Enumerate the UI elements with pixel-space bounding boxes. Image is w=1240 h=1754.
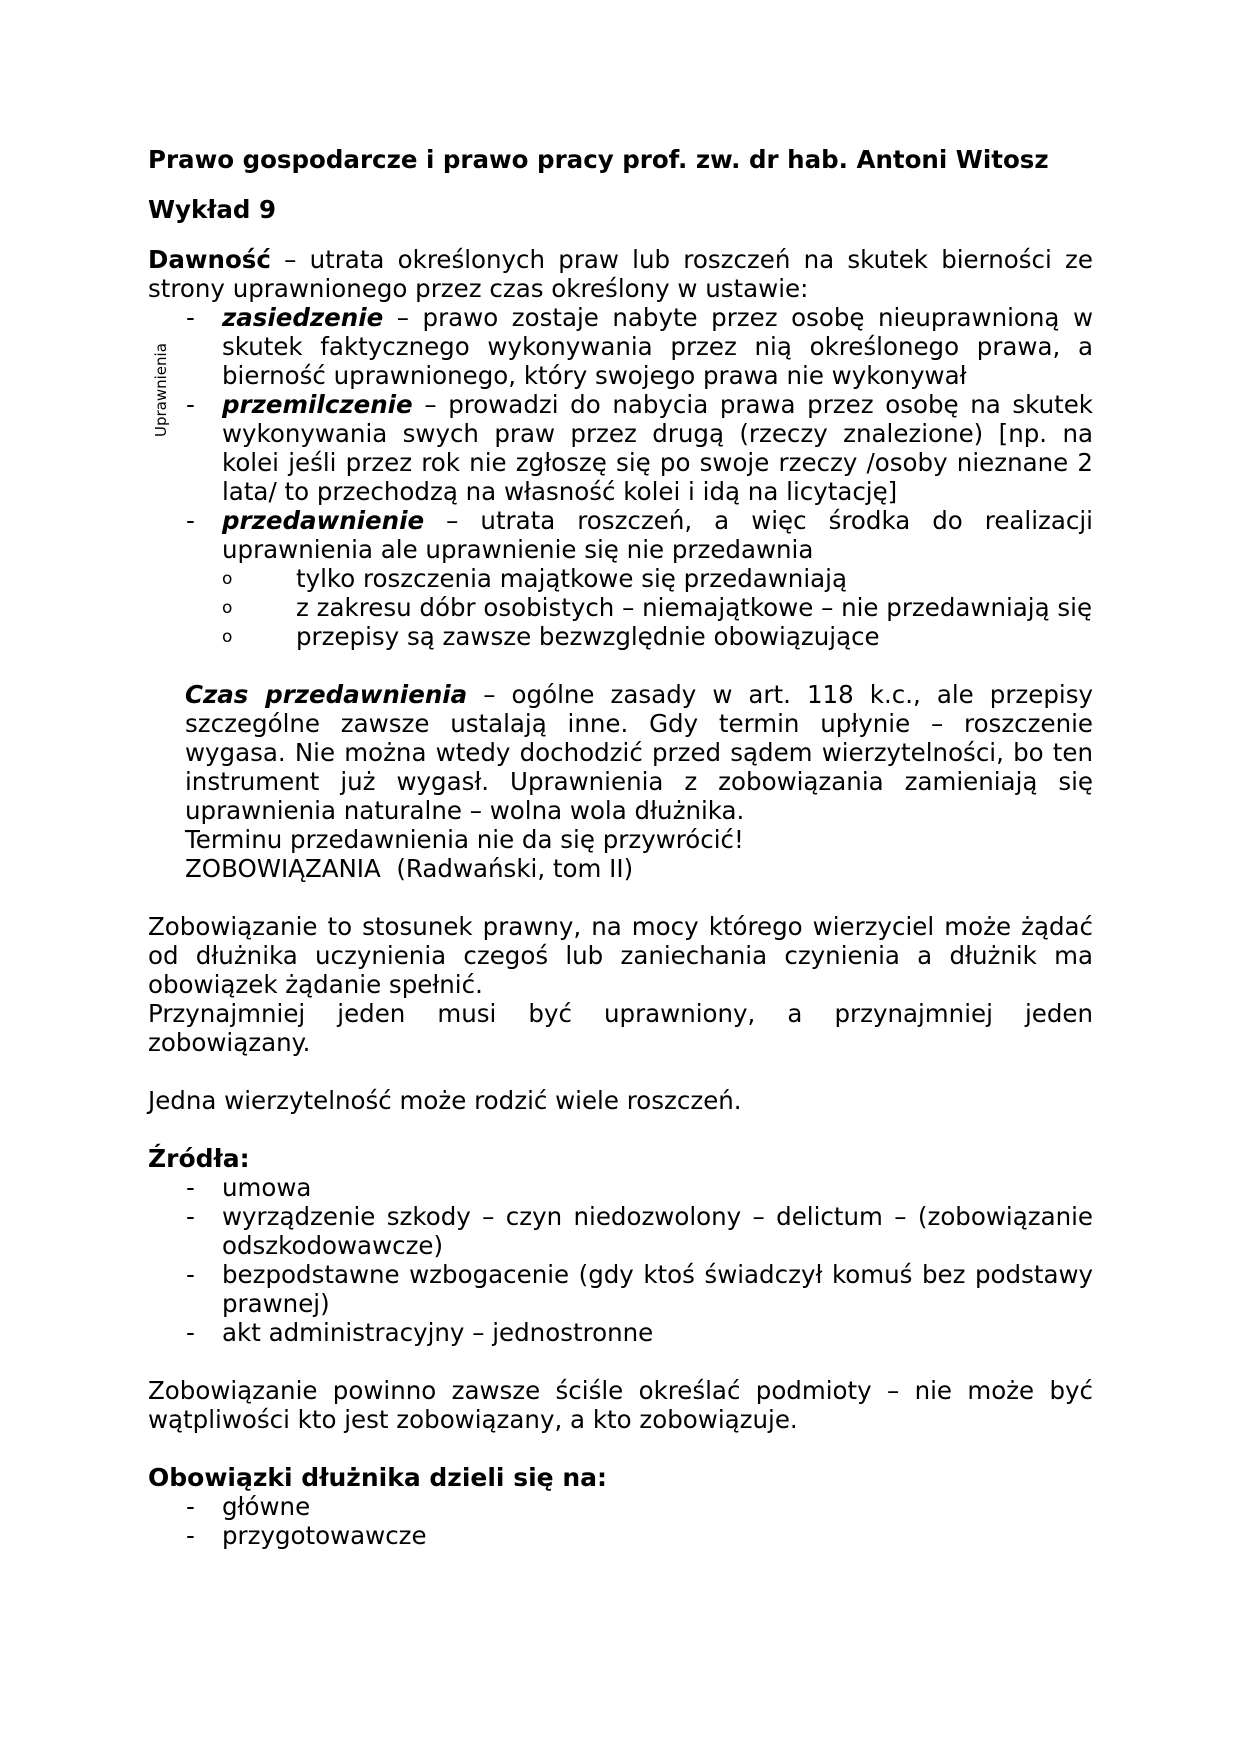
dash-bullet: -: [186, 1492, 195, 1521]
list-item: o z zakresu dóbr osobistych – niemajątkowe – nie przedawniają się: [222, 593, 1093, 622]
wierzytelnosc-note: Jedna wierzytelność może rodzić wiele roszczeń.: [148, 1086, 742, 1115]
dawnosc-definition: Dawność – utrata określonych praw lub roszczeń na skutek bierności ze strony uprawnionego przez czas określony w ustawie:: [148, 245, 1093, 303]
circle-bullet: o: [222, 627, 233, 647]
list-item: - zasiedzenie – prawo zostaje nabyte przez osobę nieuprawnioną w skutek faktycznego wykonywania przez nią określonego prawa, a bierność uprawnionego, który swojego prawa nie wykonywał: [186, 303, 1093, 390]
przedawnienie-sublist: [222, 564, 1093, 651]
zobowiazanie-definition: Zobowiązanie to stosunek prawny, na mocy którego wierzyciel może żądać od dłużnika uczynienia czegoś lub zaniechania czynienia a dłużnik ma obowiązek żądanie spełnić.: [148, 912, 1093, 999]
list-item: o tylko roszczenia majątkowe się przedawniają: [222, 564, 847, 593]
dash-bullet: -: [186, 506, 195, 535]
czas-przedawnienia-term: Czas przedawnienia: [185, 680, 468, 709]
list-item: - umowa: [186, 1173, 312, 1202]
dash-bullet: -: [186, 1173, 195, 1202]
dash-bullet: -: [186, 390, 195, 419]
dawnosc-list: [148, 303, 1093, 564]
obowiazki-heading: Obowiązki dłużnika dzieli się na:: [148, 1463, 607, 1492]
dash-bullet: -: [186, 1521, 195, 1550]
circle-bullet: o: [222, 598, 233, 618]
list-item: o przepisy są zawsze bezwzględnie obowiązujące: [222, 622, 880, 651]
circle-bullet: o: [222, 569, 233, 589]
dash-bullet: -: [186, 303, 195, 332]
zrodla-list: [148, 1173, 1093, 1347]
czas-przedawnienia-paragraph: Czas przedawnienia – ogólne zasady w art. 118 k.c., ale przepisy szczególne zawsze ustalają inne. Gdy termin upłynie – roszczenie wygasa. Nie można wtedy dochodzić przed sądem wierzytelności, bo ten instrument już wygasł. Uprawnienia z zobowiązania zamieniają się uprawnienia naturalne – wolna wola dłużnika.: [185, 680, 1093, 825]
obowiazki-list: [148, 1492, 1093, 1550]
list-item: - przemilczenie – prowadzi do nabycia prawa przez osobę na skutek wykonywania swych praw przez drugą (rzeczy znalezione) [np. na kolei jeśli przez rok nie zgłoszę się po swoje rzeczy /osoby nieznane 2 lata/ to przechodzą na własność kolei i idą na licytację]: [186, 390, 1093, 506]
list-item: - bezpodstawne wzbogacenie (gdy ktoś świadczył komuś bez podstawy prawnej): [186, 1260, 1093, 1318]
lecture-number: Wykład 9: [148, 195, 277, 224]
list-item: - przedawnienie – utrata roszczeń, a więc środka do realizacji uprawnienia ale uprawnienie się nie przedawnia: [186, 506, 1093, 564]
list-item: - wyrządzenie szkody – czyn niedozwolony – delictum – (zobowiązanie odszkodowawcze): [186, 1202, 1093, 1260]
czas-przedawnienia-block: [148, 680, 1093, 883]
dash-bullet: -: [186, 1260, 195, 1289]
czas-przedawnienia-note: Terminu przedawnienia nie da się przywrócić!: [185, 825, 744, 854]
list-item: - akt administracyjny – jednostronne: [186, 1318, 654, 1347]
document-title: Prawo gospodarcze i prawo pracy prof. zw. dr hab. Antoni Witosz: [148, 145, 1049, 174]
dash-bullet: -: [186, 1202, 195, 1231]
zobowiazania-reference: ZOBOWIĄZANIA (Radwański, tom II): [185, 854, 634, 883]
document-body: [148, 145, 1093, 1550]
podmioty-paragraph: Zobowiązanie powinno zawsze ściśle określać podmioty – nie może być wątpliwości kto jest zobowiązany, a kto zobowiązuje.: [148, 1376, 1093, 1434]
dash-bullet: -: [186, 1318, 195, 1347]
list-item: - główne: [186, 1492, 311, 1521]
zobowiazanie-parties: Przynajmniej jeden musi być uprawniony, a przynajmniej jeden zobowiązany.: [148, 999, 1093, 1057]
zrodla-heading: Źródła:: [148, 1144, 250, 1173]
dawnosc-term: Dawność: [148, 245, 271, 274]
list-item: - przygotowawcze: [186, 1521, 427, 1550]
side-label-uprawnienia: Uprawnienia: [152, 343, 170, 437]
